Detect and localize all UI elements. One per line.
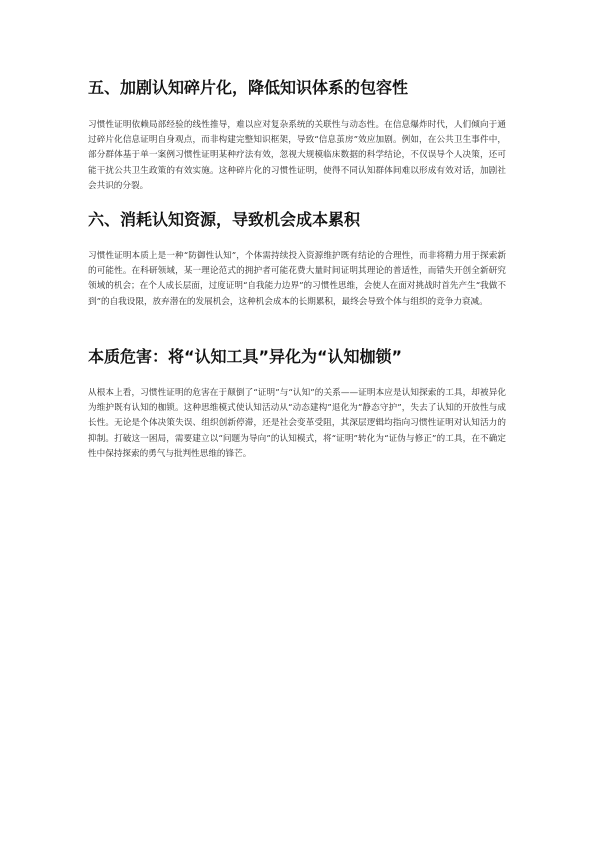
section-heading-6: 六、消耗认知资源，导致机会成本累积: [88, 210, 361, 229]
section-body-5: 习惯性证明依赖局部经验的线性推导，难以应对复杂系统的关联性与动态性。在信息爆炸时代，人们倾向于通过碎片化信息证明自身观点，而非构建完整知识框架，导致“信息茧房”效应加剧。例如，在公共卫生事件中，部分群体基于单一案例习惯性证明某种疗法有效，忽视大规模临床数据的科学结论，不仅误导个人决策，还可能干扰公共卫生政策的有效实施。这种碎片化的习惯性证明，使得不同认知群体间难以形成有效对话，加剧社会共识的分裂。: [88, 120, 506, 191]
section-body-6: 习惯性证明本质上是一种“防御性认知”，个体需持续投入资源维护既有结论的合理性，而非将精力用于探索新的可能性。在科研领域，某一理论范式的拥护者可能花费大量时间证明其理论的普适性，而错失开创全新研究领域的机会；在个人成长层面，过度证明“自我能力边界”的习惯性思维，会使人在面对挑战时首先产生“我做不到”的自我设限，放弃潜在的发展机会，这种机会成本的长期累积，最终会导致个体与组织的竞争力衰减。: [88, 251, 506, 307]
section-heading-essence: 本质危害：将“认知工具”异化为“认知枷锁”: [88, 347, 403, 366]
section-body-essence: 从根本上看，习惯性证明的危害在于颠倒了“证明”与“认知”的关系——证明本应是认知探索的工具，却被异化为维护既有认知的枷锁。这种思维模式使认知活动从“动态建构”退化为“静态守护”，失去了认知的开放性与成长性。无论是个体决策失误、组织创新停滞，还是社会变革受阻，其深层逻辑均指向习惯性证明对认知活力的抑制。打破这一困局，需要建立以“问题为导向”的认知模式，将“证明”转化为“证伪与修正”的工具，在不确定性中保持探索的勇气与批判性思维的锋芒。: [88, 388, 506, 459]
section-heading-5: 五、加剧认知碎片化，降低知识体系的包容性: [88, 78, 409, 97]
